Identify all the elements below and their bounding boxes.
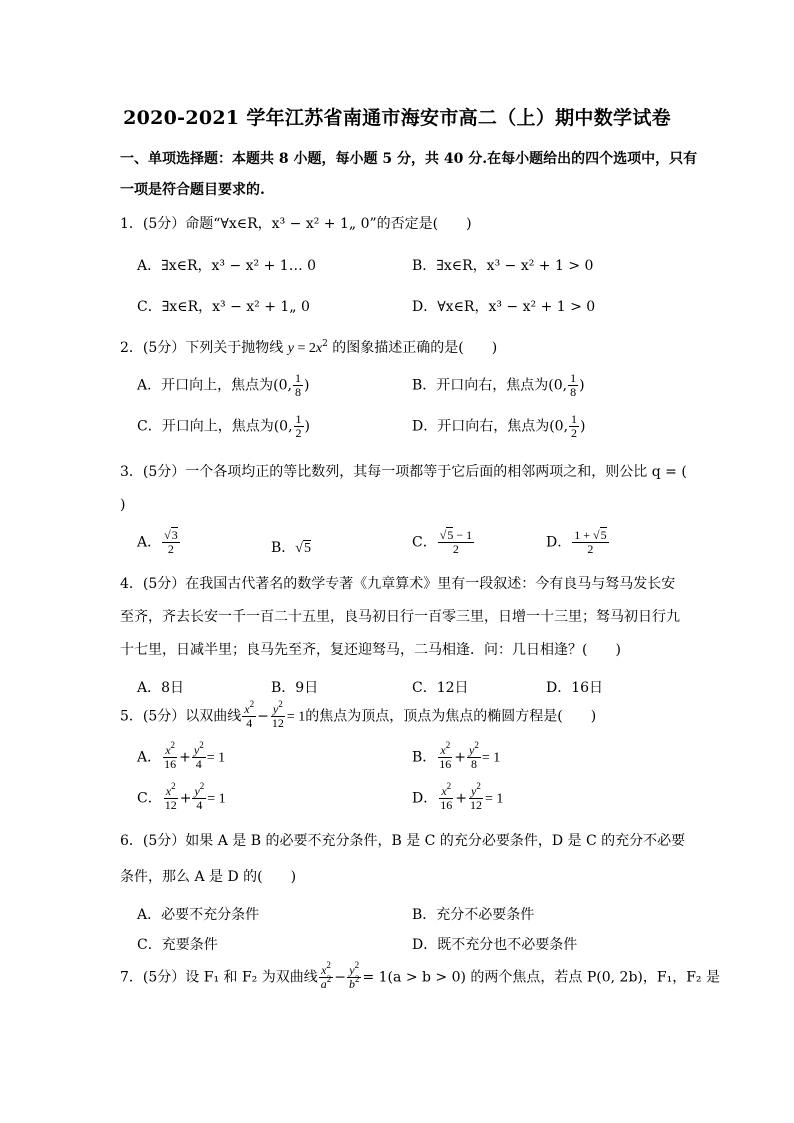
q5-option-c: C． $\frac{x^2}{12}$ + $\frac{y^2}{4}$ = 1	[137, 781, 226, 812]
q3-option-a: A． $\frac{√3}{2}$	[137, 528, 178, 556]
q4-option-b: B．9日	[271, 680, 319, 696]
q5-option-a: A． $\frac{x^2}{16}$ + $\frac{y^2}{4}$ = 1	[137, 740, 226, 771]
q2-option-d: D．开口向右，焦点为(0, $\frac{1}{2}$ )	[412, 412, 586, 440]
q3-option-c: C． $\frac{√5 - 1}{2}$	[412, 528, 473, 556]
q3-option-b: B．√5	[271, 540, 311, 556]
q5-option-b: B． $\frac{x^2}{16}$ + $\frac{y^2}{8}$ = 1	[412, 740, 501, 771]
question-6-line2: 条件，那么 A 是 D 的( )	[120, 869, 297, 885]
q1-option-c: C．∃x∈R，x³ − x² + 1„ 0	[137, 299, 310, 315]
q4-option-d: D．16日	[546, 680, 604, 696]
q5-option-d: D． $\frac{x^2}{16}$ + $\frac{y^2}{12}$ = 1	[412, 781, 504, 812]
question-4-line3: 十七里，日减半里；良马先至齐，复还迎驽马，二马相逢．问：几日相逢？( )	[120, 642, 621, 658]
question-5-stem: 5．(5分）以双曲线 $\frac{x^2}{4}$ − $\frac{y^2}{12}$ = 1的焦点为顶点，顶点为焦点的椭圆方程是( )	[120, 699, 597, 730]
question-6-line1: 6．(5分）如果 A 是 B 的必要不充分条件，B 是 C 的充分必要条件，D 是 C 的充分不必要	[120, 833, 686, 849]
section-heading-line1: 一、单项选择题：本题共 8 小题，每小题 5 分，共 40 分.在每小题给出的四个选项中，只有	[120, 151, 698, 167]
q6-option-b: B．充分不必要条件	[412, 907, 535, 923]
question-4-line2: 至齐，齐去长安一千一百二十五里，良马初日行一百零三里，日增一十三里；驽马初日行九	[120, 609, 680, 625]
question-3-stem-cont: )	[120, 497, 126, 513]
q6-option-a: A．必要不充分条件	[137, 907, 260, 923]
q4-option-a: A．8日	[137, 680, 185, 696]
q2-option-b: B．开口向右，焦点为(0, $\frac{1}{8}$ )	[412, 371, 585, 399]
question-7-stem: 7．(5分）设 F₁ 和 F₂ 为双曲线 $\frac{x^2}{a^2}$ − $\frac{y^2}{b^2}$ = 1(a > b > 0) 的两个焦点，若点 P(0, 2b)，F₁，F₂ 是	[120, 960, 720, 991]
q2-option-a: A．开口向上，焦点为(0, $\frac{1}{8}$ )	[137, 371, 310, 399]
q6-option-c: C．充要条件	[137, 937, 218, 953]
page-title: 2020-2021 学年江苏省南通市海安市高二（上）期中数学试卷	[123, 107, 671, 129]
q1-option-b: B．∃x∈R，x³ − x² + 1 > 0	[412, 258, 594, 274]
question-4-line1: 4．(5分）在我国古代著名的数学专著《九章算术》里有一段叙述：今有良马与驽马发长安	[120, 576, 676, 592]
q6-option-d: D．既不充分也不必要条件	[412, 937, 578, 953]
q2-option-c: C．开口向上，焦点为(0, $\frac{1}{2}$ )	[137, 412, 310, 440]
section-heading-line2: 一项是符合题目要求的.	[120, 182, 265, 198]
q3-option-d: D． $\frac{1 + √5}{2}$	[546, 528, 607, 556]
q1-option-a: A．∃x∈R，x³ − x² + 1… 0	[137, 258, 317, 274]
question-3-stem: 3．(5分）一个各项均正的等比数列，其每一项都等于它后面的相邻两项之和，则公比 q = (	[120, 464, 687, 480]
question-1-stem: 1．(5分）命题“∀x∈R，x³ − x² + 1„ 0”的否定是( )	[120, 216, 472, 232]
question-2-stem: 2．(5分）下列关于抛物线 $y = 2x^2$ 的图象描述正确的是( )	[120, 339, 498, 356]
q4-option-c: C．12日	[412, 680, 469, 696]
q1-option-d: D．∀x∈R，x³ − x² + 1 > 0	[412, 299, 596, 315]
